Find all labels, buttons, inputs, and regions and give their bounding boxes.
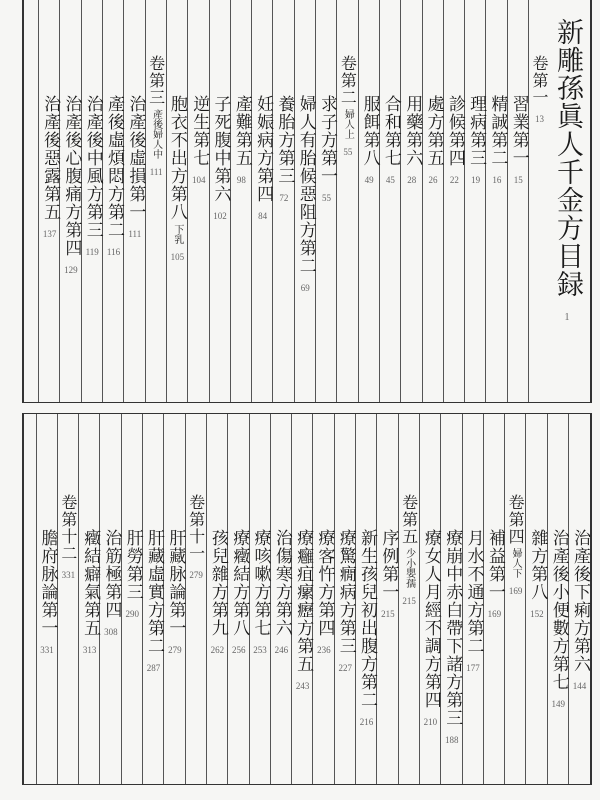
page-number: 111 <box>149 167 163 177</box>
toc-entry-column <box>227 414 249 784</box>
page-number: 105 <box>170 252 185 262</box>
toc-entry <box>444 95 465 186</box>
toc-entry-column <box>376 414 398 784</box>
lower-contents-panel <box>22 413 592 785</box>
page-number: 72 <box>279 193 289 203</box>
entry-title: 子死腹中第六 <box>210 95 231 203</box>
toc-entry <box>207 529 228 656</box>
toc-entry-column <box>334 414 356 784</box>
page-number: 22 <box>449 175 459 185</box>
toc-entry-label <box>146 55 167 159</box>
page-number: 262 <box>210 645 225 655</box>
page-number: 313 <box>82 645 97 655</box>
entry-title: 產後虛煩悶方第二 <box>104 95 124 239</box>
toc-entry-label <box>39 95 60 221</box>
toc-entry-column <box>99 414 121 784</box>
toc-entry-column <box>121 414 143 784</box>
toc-entry-column <box>163 414 185 784</box>
toc-entry-column <box>102 0 124 402</box>
toc-entry-column <box>230 0 252 402</box>
toc-entry-label <box>164 529 185 637</box>
toc-entry-column <box>464 0 486 402</box>
page-number: 308 <box>104 627 118 637</box>
toc-entry-column <box>270 414 292 784</box>
toc-entry <box>271 529 292 656</box>
toc-entry-label <box>186 494 207 562</box>
page-number: 28 <box>407 175 417 185</box>
title-block <box>550 18 584 324</box>
toc-entry-label <box>188 95 209 167</box>
toc-entry-column <box>379 0 401 402</box>
page-number: 256 <box>231 645 246 655</box>
entry-title: 卷第一 <box>530 55 549 106</box>
page-number: 119 <box>85 247 99 257</box>
toc-entry-label <box>401 95 422 167</box>
toc-entry-label <box>100 529 121 619</box>
entry-title: 療癥結方第八 <box>229 529 250 637</box>
entry-title: 處方第五 <box>423 95 444 167</box>
page-number: 279 <box>168 645 182 655</box>
toc-entry <box>313 529 334 656</box>
toc-entry-label <box>60 95 81 257</box>
toc-entry <box>335 529 356 674</box>
page-number: 152 <box>530 609 544 619</box>
toc-entry-label <box>79 529 100 637</box>
entry-title: 求子方第一 <box>317 95 337 185</box>
page-number: 149 <box>551 699 565 709</box>
toc-entry-label <box>526 529 547 601</box>
toc-entry <box>100 529 121 638</box>
entry-title: 肝藏虛實方第二 <box>144 529 164 655</box>
toc-entry <box>484 529 505 620</box>
toc-entry-label <box>37 529 58 637</box>
toc-entry <box>146 55 167 178</box>
toc-entry-label <box>295 95 316 275</box>
toc-entry-label <box>58 494 79 562</box>
toc-entry-label <box>313 529 334 637</box>
entry-title: 養胎方第三 <box>274 95 295 185</box>
toc-entry <box>401 95 422 186</box>
entry-title: 胞衣不出方第八 <box>166 95 187 221</box>
toc-entry <box>228 529 249 656</box>
toc-entry-column <box>355 414 377 784</box>
entry-subtitle: 婦人上 <box>342 109 354 139</box>
page-number: 253 <box>253 645 267 655</box>
toc-entry <box>359 95 380 186</box>
toc-entry-column <box>462 414 484 784</box>
entry-title: 膽府脉論第一 <box>37 529 58 637</box>
entry-title: 療崩中赤白帶下諸方第三 <box>442 529 463 727</box>
toc-entry <box>252 95 273 222</box>
toc-entry-column <box>251 0 273 402</box>
entry-title: 肝勞第三 <box>122 529 143 601</box>
page-number: 16 <box>492 175 502 185</box>
toc-entry <box>58 494 79 581</box>
entry-title: 治產後下痢方第六 <box>570 529 590 673</box>
entry-title: 序例第一 <box>378 529 399 601</box>
entry-title: 卷第五 <box>399 494 419 545</box>
toc-entry-column <box>123 0 145 402</box>
toc-entry <box>60 95 81 276</box>
entry-title: 治產後惡露第五 <box>40 95 61 221</box>
volume-heading-column <box>504 414 526 784</box>
entry-subtitle: 婦人下 <box>510 548 522 578</box>
toc-entry <box>548 529 569 710</box>
toc-entry-label <box>207 529 228 637</box>
toc-entry <box>380 95 401 186</box>
toc-entry <box>122 529 143 620</box>
toc-entry-label <box>122 529 143 601</box>
entry-title: 癥結癖氣第五 <box>80 529 101 637</box>
toc-entry <box>250 529 271 656</box>
toc-entry <box>231 95 252 186</box>
volume-heading-column <box>336 0 358 402</box>
page-number: 287 <box>146 663 161 673</box>
page-number: 98 <box>236 175 246 185</box>
entry-title: 孩兒雜方第九 <box>207 529 228 637</box>
volume-heading-column <box>57 414 79 784</box>
volume-heading-column <box>528 0 550 402</box>
toc-entry <box>569 529 590 692</box>
toc-entry <box>337 55 358 158</box>
toc-entry-column <box>272 0 294 402</box>
page-number: 331 <box>61 570 76 580</box>
page-number: 26 <box>428 175 438 185</box>
toc-entry-column <box>249 414 271 784</box>
toc-entry <box>508 95 529 186</box>
toc-entry-label <box>103 95 124 239</box>
entry-title: 治產後虛損第一 <box>125 95 146 221</box>
page-number: 177 <box>466 663 480 673</box>
toc-entry-column <box>525 414 547 784</box>
toc-entry <box>316 95 337 204</box>
toc-entry-label <box>335 529 356 655</box>
toc-entry-column <box>440 414 462 784</box>
toc-entry <box>423 95 444 186</box>
toc-entry <box>186 494 207 581</box>
toc-entry-column <box>422 0 444 402</box>
page-number: 49 <box>364 175 374 185</box>
entry-title: 精誠第二 <box>487 95 508 167</box>
entry-title: 妊娠病方第四 <box>253 95 274 203</box>
toc-entry-label <box>548 529 569 691</box>
toc-entry <box>124 95 145 240</box>
entry-title: 卷第二 <box>338 55 358 106</box>
toc-entry-label <box>508 95 529 167</box>
toc-entry-column <box>358 0 380 402</box>
toc-entry-column <box>78 414 100 784</box>
page-number: 116 <box>106 247 121 257</box>
page-number: 15 <box>513 175 523 185</box>
toc-entry-label <box>420 529 441 709</box>
toc-entry-label <box>292 529 313 673</box>
toc-entry-column <box>547 414 569 784</box>
toc-entry-column <box>419 414 441 784</box>
toc-entry <box>529 55 550 125</box>
toc-entry-column <box>81 0 103 402</box>
entry-title: 療癰疽瘰癧方第五 <box>293 529 314 673</box>
toc-entry-column <box>59 0 81 402</box>
entry-title: 療驚癇病方第三 <box>335 529 356 655</box>
entry-subtitle: 產後婦人中 <box>150 109 162 159</box>
toc-entry-column <box>443 0 465 402</box>
toc-entry-column <box>483 414 505 784</box>
toc-entry <box>486 95 507 186</box>
toc-entry <box>39 95 60 240</box>
toc-entry <box>103 95 124 258</box>
toc-entry-label <box>271 529 292 637</box>
page-number: 137 <box>42 229 57 239</box>
toc-entry-column <box>209 0 231 402</box>
page-number: 215 <box>381 609 395 619</box>
entry-title: 月水不通方第二 <box>463 529 484 655</box>
page-number: 84 <box>258 211 268 221</box>
toc-entry-column <box>315 0 337 402</box>
entry-title: 療客忤方第四 <box>314 529 335 637</box>
toc-entry-label <box>359 95 380 167</box>
page-number: 104 <box>191 175 206 185</box>
toc-entry-label <box>505 494 526 578</box>
page-number: 45 <box>385 175 395 185</box>
toc-entry-column <box>36 414 58 784</box>
toc-entry-label <box>569 529 590 673</box>
toc-entry-label <box>337 55 358 139</box>
page-number: 69 <box>300 283 310 293</box>
toc-entry <box>356 529 377 728</box>
toc-entry <box>167 95 188 263</box>
entry-title: 婦人有胎候惡阻方第二 <box>295 95 316 275</box>
entry-subtitle: 少小嬰孺 <box>403 548 415 588</box>
toc-entry-label <box>465 95 486 167</box>
toc-entry <box>188 95 209 186</box>
page-number: 243 <box>295 681 310 691</box>
toc-entry <box>463 529 484 674</box>
page-number: 210 <box>423 717 438 727</box>
upper-contents-panel <box>22 0 592 403</box>
toc-entry-column <box>507 0 529 402</box>
page-number: 290 <box>125 609 139 619</box>
page-number: 227 <box>338 663 352 673</box>
toc-entry-label <box>463 529 484 655</box>
toc-entry-label <box>377 529 398 601</box>
entry-title: 療女人月經不調方第四 <box>420 529 441 709</box>
entry-title: 卷第四 <box>506 494 526 545</box>
toc-entry-label <box>273 95 294 185</box>
entry-title: 卷第十一 <box>186 494 206 562</box>
entry-title: 肝藏脉論第一 <box>165 529 186 637</box>
toc-entry-label <box>529 55 550 106</box>
toc-entry-label <box>441 529 462 727</box>
page-number: 169 <box>487 609 502 619</box>
toc-entry-label <box>444 95 465 167</box>
toc-entry <box>273 95 294 204</box>
toc-entry-column <box>206 414 228 784</box>
page-number: 246 <box>274 645 289 655</box>
entry-title: 習業第一 <box>508 95 529 167</box>
toc-entry-label <box>167 95 188 244</box>
entry-title: 卷第十二 <box>58 494 78 562</box>
toc-entry-label <box>423 95 444 167</box>
toc-entry <box>441 529 462 746</box>
toc-entry-label <box>143 529 164 655</box>
toc-entry <box>526 529 547 620</box>
page-number: 169 <box>508 586 523 596</box>
toc-entry-label <box>252 95 273 203</box>
entry-title: 雜方第八 <box>527 529 548 601</box>
entry-title: 服餌第八 <box>359 95 380 167</box>
volume-heading-column <box>145 0 167 402</box>
toc-entry-column <box>294 0 316 402</box>
toc-entry-label <box>316 95 337 185</box>
entry-title: 新生孩兒初出腹方第二 <box>357 529 377 709</box>
page-number: 102 <box>213 211 227 221</box>
toc-entry-column <box>291 414 313 784</box>
toc-entry-label <box>486 95 507 167</box>
toc-entry-label <box>210 95 231 203</box>
toc-entry-label <box>380 95 401 167</box>
toc-entry <box>79 529 100 656</box>
entry-title: 治產後中風方第三 <box>82 95 103 239</box>
entry-title: 產難第五 <box>231 95 252 167</box>
page-number: 55 <box>343 147 353 157</box>
toc-entry-column <box>568 414 590 784</box>
page-number: 236 <box>317 645 331 655</box>
entry-title: 用藥第六 <box>402 95 423 167</box>
page-number: 188 <box>444 735 459 745</box>
toc-entry-column <box>312 414 334 784</box>
toc-entry-column <box>187 0 209 402</box>
toc-entry-column <box>142 414 164 784</box>
volume-heading-column <box>398 414 420 784</box>
toc-entry-label <box>82 95 103 239</box>
entry-title: 治傷寒方第六 <box>271 529 292 637</box>
page-number: 13 <box>535 114 544 124</box>
toc-entry-label <box>250 529 271 637</box>
page-number: 55 <box>322 193 331 203</box>
page-number: 129 <box>64 265 78 275</box>
entry-title: 治產後心腹痛方第四 <box>61 95 82 257</box>
entry-title: 補益第一 <box>484 529 505 601</box>
toc-entry <box>295 95 316 294</box>
entry-title: 卷第三 <box>146 55 166 106</box>
entry-title: 合和第七 <box>380 95 401 167</box>
toc-entry-label <box>231 95 252 167</box>
entry-title: 診候第四 <box>444 95 465 167</box>
page-number: 144 <box>572 681 587 691</box>
page-number: 215 <box>402 596 416 606</box>
toc-entry-column <box>166 0 188 402</box>
toc-entry-label <box>228 529 249 637</box>
toc-entry <box>37 529 58 656</box>
toc-entry <box>420 529 441 728</box>
toc-entry <box>505 494 526 597</box>
book-title: 新雕孫眞人千金方目録 <box>552 18 583 298</box>
toc-entry <box>399 494 420 607</box>
toc-entry <box>143 529 164 674</box>
title-page-number: 1 <box>564 312 570 323</box>
toc-entry-column <box>485 0 507 402</box>
page-number: 19 <box>471 175 481 185</box>
entry-title: 療咳嗽方第七 <box>250 529 271 637</box>
toc-entry-column <box>400 0 422 402</box>
entry-subtitle: 下乳 <box>171 224 183 244</box>
entry-title: 治筋極第四 <box>101 529 122 619</box>
toc-entry-label <box>356 529 377 709</box>
toc-entry <box>292 529 313 692</box>
toc-entry-label <box>124 95 145 221</box>
toc-entry <box>465 95 486 186</box>
page-number: 111 <box>128 229 142 239</box>
toc-entry-label <box>399 494 420 588</box>
page-number: 331 <box>40 645 54 655</box>
entry-title: 治產後小便數方第七 <box>548 529 569 691</box>
toc-entry <box>164 529 185 656</box>
page-number: 279 <box>189 570 203 580</box>
toc-entry <box>210 95 231 222</box>
volume-heading-column <box>185 414 207 784</box>
toc-entry-column <box>38 0 60 402</box>
page-number: 216 <box>359 717 374 727</box>
entry-title: 逆生第七 <box>189 95 210 167</box>
toc-entry <box>377 529 398 620</box>
toc-entry <box>82 95 103 258</box>
toc-entry-label <box>484 529 505 601</box>
entry-title: 理病第三 <box>466 95 487 167</box>
